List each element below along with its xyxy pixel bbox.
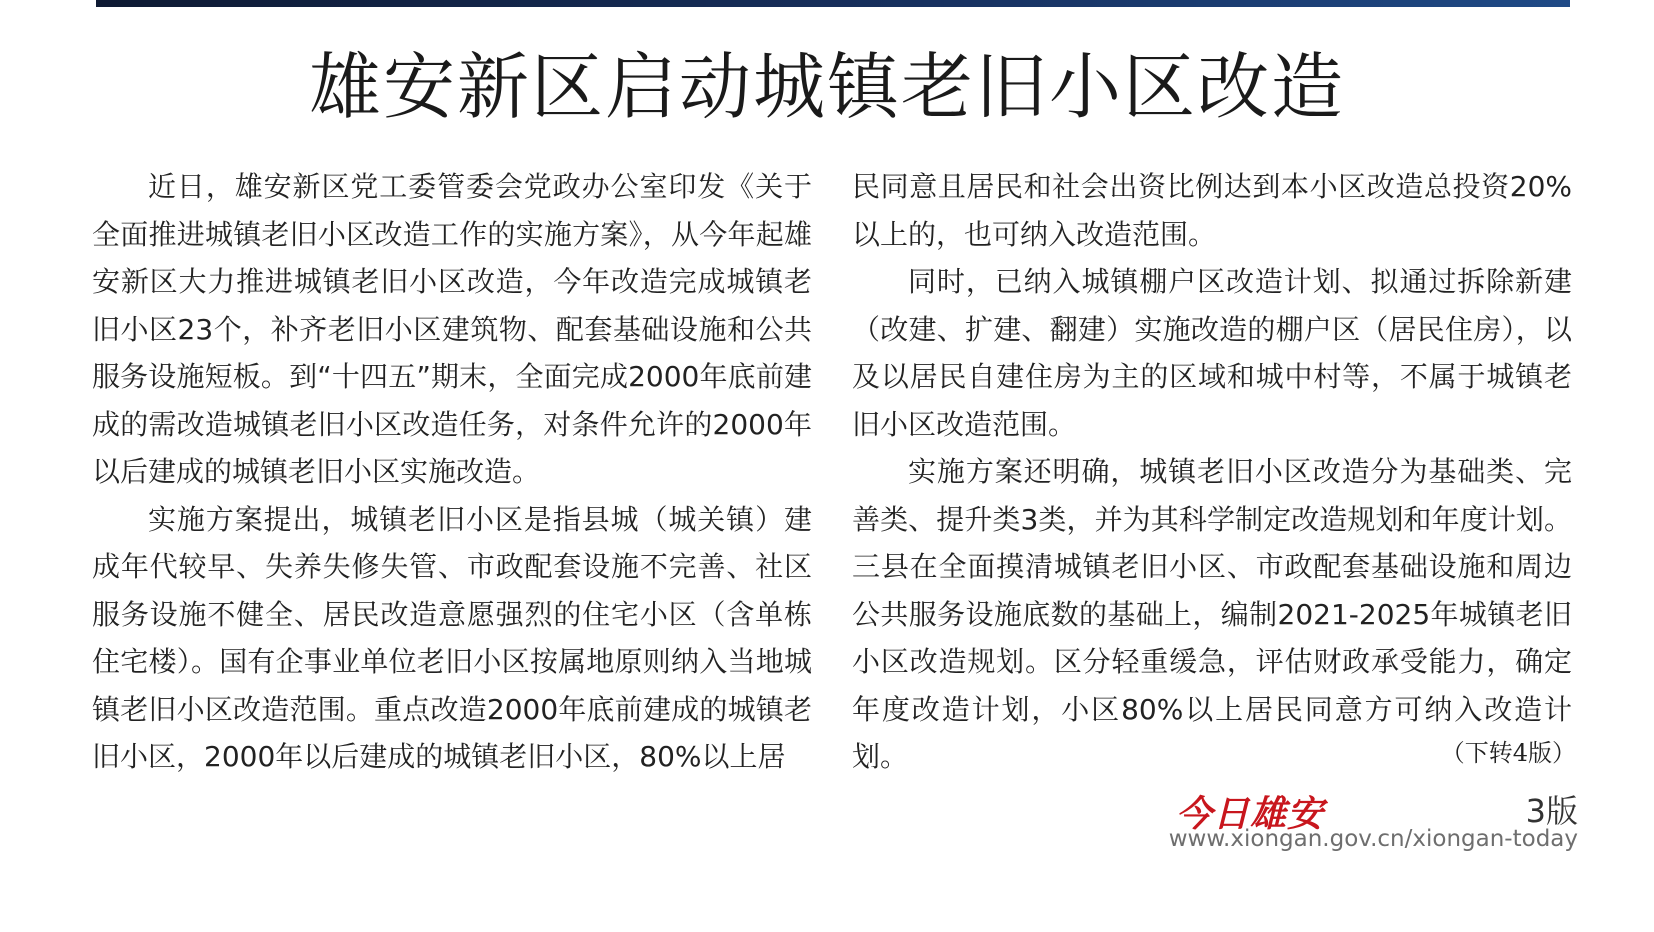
- paragraph: 同时，已纳入城镇棚户区改造计划、拟通过拆除新建（改建、扩建、翻建）实施改造的棚户区（居民住房），以及以居民自建住房为主的区域和城中村等，不属于城镇老旧小区改造范围。: [852, 265, 1572, 441]
- site-url[interactable]: www.xiongan.gov.cn/xiongan-today: [1168, 826, 1578, 852]
- paragraph-continuation: 民同意且居民和社会出资比例达到本小区改造总投资20%以上的，也可纳入改造范围。: [852, 170, 1572, 251]
- masthead-logo: 今日雄安: [1176, 793, 1325, 835]
- paragraph: 实施方案提出，城镇老旧小区是指县城（城关镇）建成年代较早、失养失修失管、市政配套设施不完善、社区服务设施不健全、居民改造意愿强烈的住宅小区（含单栋住宅楼）。国有企事业单位老旧小区按属地原则纳入当地城镇老旧小区改造范围。重点改造2000年底前建成的城镇老旧小区，2000年以后建成的城镇老旧小区，80%以上居: [92, 502, 812, 773]
- page-number: 3版: [1525, 792, 1578, 830]
- top-accent-bar: [96, 0, 1570, 7]
- article-headline: 雄安新区启动城镇老旧小区改造: [308, 45, 1345, 129]
- continued-on-page-note: （下转4版）: [1440, 739, 1576, 767]
- paragraph: 实施方案还明确，城镇老旧小区改造分为基础类、完善类、提升类3类，并为其科学制定改造规划和年度计划。三县在全面摸清城镇老旧小区、市政配套基础设施和周边公共服务设施底数的基础上，编制2021-2025年城镇老旧小区改造规划。区分轻重缓急，评估财政承受能力，确定年度改造计划，小区80%以上居民同意方可纳入改造计划。: [852, 455, 1572, 773]
- article-column-right: [852, 163, 1572, 781]
- paragraph: 近日，雄安新区党工委管委会党政办公室印发《关于全面推进城镇老旧小区改造工作的实施方案》，从今年起雄安新区大力推进城镇老旧小区改造，今年改造完成城镇老旧小区23个，补齐老旧小区建筑物、配套基础设施和公共服务设施短板。到“十四五”期末，全面完成2000年底前建成的需改造城镇老旧小区改造任务，对条件允许的2000年以后建成的城镇老旧小区实施改造。: [92, 170, 812, 488]
- article-column-left: [92, 163, 812, 781]
